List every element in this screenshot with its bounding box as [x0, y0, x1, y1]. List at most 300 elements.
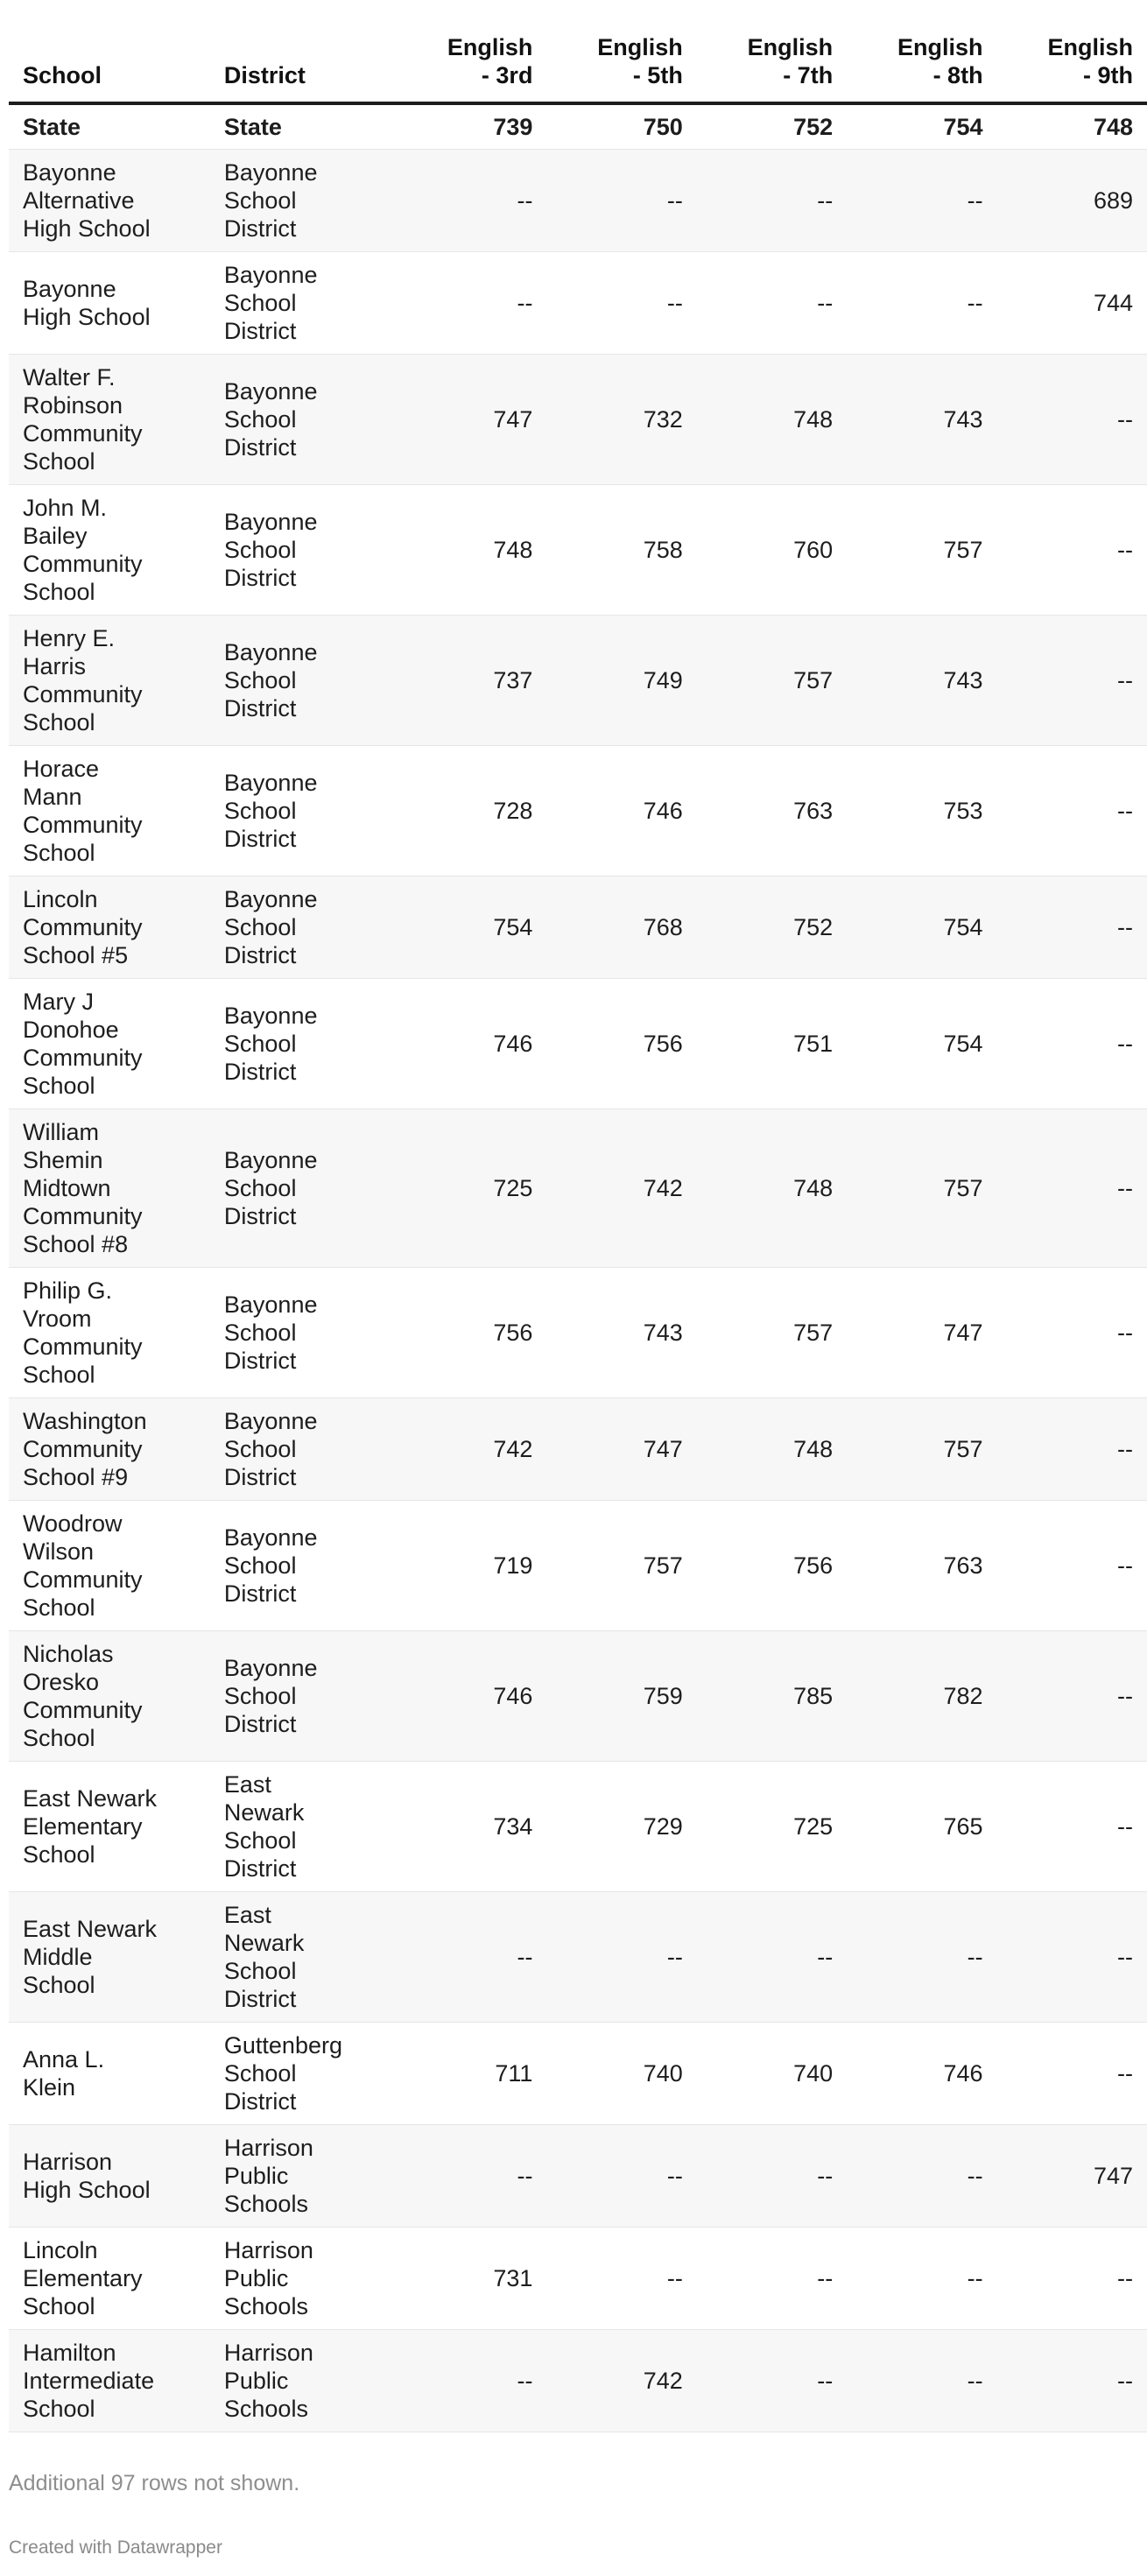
cell-district-line: Bayonne: [223, 770, 318, 796]
cell-english-7th: 748: [697, 1398, 847, 1501]
cell-school: [9, 1501, 210, 1631]
cell-english-5th: 750: [546, 103, 696, 150]
table-notes: Additional 97 rows not shown.: [9, 2471, 300, 2495]
cell-school-line: High School: [23, 304, 151, 330]
cell-school: [9, 1109, 210, 1268]
cell-english-5th: 743: [546, 1268, 696, 1398]
cell-district-line: School: [223, 914, 297, 940]
cell-district-line: District: [223, 826, 297, 852]
cell-english-8th: 763: [847, 1501, 996, 1631]
cell-english-5th: 747: [546, 1398, 696, 1501]
cell-school-line: Community: [23, 1436, 143, 1462]
cell-district-line: Bayonne: [223, 1408, 318, 1434]
cell-english-9th: --: [997, 876, 1147, 979]
cell-english-7th: 740: [697, 2023, 847, 2125]
cell-district-line: School: [223, 1031, 297, 1057]
cell-english-9th: --: [997, 1501, 1147, 1631]
table-row: [9, 150, 1147, 252]
header-line: English: [1047, 34, 1133, 60]
cell-english-8th: --: [847, 1892, 996, 2023]
table-row: [9, 616, 1147, 746]
cell-english-8th: --: [847, 2125, 996, 2228]
table-row: [9, 252, 1147, 355]
table-row: [9, 979, 1147, 1109]
table-row: [9, 1892, 1147, 2023]
cell-english-9th: --: [997, 1268, 1147, 1398]
cell-school: [9, 1762, 210, 1892]
cell-school-line: Oresko: [23, 1669, 100, 1695]
table-row: [9, 1268, 1147, 1398]
cell-school: [9, 1631, 210, 1762]
cell-english-7th: 751: [697, 979, 847, 1109]
cell-district: [210, 616, 397, 746]
cell-district-line: District: [223, 215, 297, 242]
cell-english-8th: --: [847, 252, 996, 355]
cell-english-5th: 758: [546, 485, 696, 616]
cell-school-line: Mary J: [23, 989, 94, 1015]
cell-school-line: Donohoe: [23, 1017, 119, 1043]
cell-english-5th: 759: [546, 1631, 696, 1762]
cell-district-line: District: [223, 695, 297, 721]
table-row: [9, 485, 1147, 616]
cell-school-line: Harris: [23, 653, 86, 679]
cell-english-9th: --: [997, 355, 1147, 485]
cell-district: [210, 979, 397, 1109]
cell-english-5th: 740: [546, 2023, 696, 2125]
cell-school: [9, 485, 210, 616]
cell-school-line: Community: [23, 1334, 143, 1360]
cell-district-line: District: [223, 318, 297, 344]
table-row: [9, 1109, 1147, 1268]
table-row: [9, 355, 1147, 485]
cell-district-line: Bayonne: [223, 159, 318, 186]
cell-district: [210, 1501, 397, 1631]
table-row: [9, 746, 1147, 876]
cell-english-3rd: 734: [397, 1762, 546, 1892]
cell-school: [9, 355, 210, 485]
cell-school-line: Community: [23, 1566, 143, 1593]
cell-district-line: Schools: [223, 2191, 308, 2217]
cell-school-line: Woodrow: [23, 1510, 123, 1537]
cell-english-5th: --: [546, 252, 696, 355]
cell-school-line: Community: [23, 420, 143, 447]
cell-english-7th: --: [697, 2228, 847, 2330]
cell-district-line: District: [223, 1855, 297, 1882]
cell-school-line: East Newark: [23, 1785, 158, 1812]
table-header-row: [9, 0, 1147, 103]
table-row: [9, 1631, 1147, 1762]
cell-school-line: Philip G.: [23, 1277, 113, 1304]
cell-school-line: Washington: [23, 1408, 147, 1434]
cell-school-line: Robinson: [23, 392, 123, 419]
cell-school: [9, 2228, 210, 2330]
cell-english-9th: --: [997, 1398, 1147, 1501]
header-english-5th[interactable]: [546, 0, 696, 103]
cell-english-5th: --: [546, 1892, 696, 2023]
cell-district-line: Bayonne: [223, 886, 318, 912]
cell-school-line: School: [23, 1972, 95, 1998]
cell-district-line: District: [223, 1986, 297, 2012]
header-line: English: [597, 34, 683, 60]
cell-school-line: Midtown: [23, 1175, 111, 1201]
cell-school-line: Lincoln: [23, 2237, 98, 2263]
cell-school-line: School: [23, 1841, 95, 1868]
header-english-3rd[interactable]: [397, 0, 546, 103]
header-line: - 7th: [783, 62, 834, 88]
cell-district-line: District: [223, 565, 297, 591]
cell-district-line: Public: [223, 2368, 289, 2394]
cell-school-line: Elementary: [23, 1813, 143, 1840]
cell-school-line: Middle: [23, 1944, 93, 1970]
cell-district-line: Schools: [223, 2293, 308, 2319]
cell-english-8th: 753: [847, 746, 996, 876]
cell-english-7th: 763: [697, 746, 847, 876]
table-row: [9, 2228, 1147, 2330]
table-row: [9, 876, 1147, 979]
cell-district: [210, 150, 397, 252]
cell-district-line: Bayonne: [223, 1292, 318, 1318]
cell-district: [210, 746, 397, 876]
cell-english-7th: 757: [697, 616, 847, 746]
cell-english-5th: 732: [546, 355, 696, 485]
cell-english-7th: 756: [697, 1501, 847, 1631]
cell-school-line: Bayonne: [23, 159, 116, 186]
cell-english-3rd: --: [397, 2330, 546, 2432]
cell-school-line: Community: [23, 1203, 143, 1229]
cell-district-line: Newark: [223, 1799, 305, 1826]
cell-district-line: Bayonne: [223, 1524, 318, 1551]
cell-district-line: School: [223, 1827, 297, 1854]
cell-english-3rd: --: [397, 150, 546, 252]
table-row: [9, 2330, 1147, 2432]
cell-school-line: Nicholas: [23, 1641, 114, 1667]
cell-english-9th: 744: [997, 252, 1147, 355]
cell-district-line: District: [223, 1711, 297, 1737]
cell-english-3rd: 737: [397, 616, 546, 746]
cell-school: [9, 2330, 210, 2432]
cell-district-line: School: [223, 798, 297, 824]
cell-english-8th: 754: [847, 979, 996, 1109]
cell-english-9th: 748: [997, 103, 1147, 150]
cell-english-7th: 725: [697, 1762, 847, 1892]
cell-english-8th: --: [847, 2330, 996, 2432]
cell-school-line: Community: [23, 1045, 143, 1071]
cell-district-line: Harrison: [223, 2340, 313, 2366]
cell-school-line: School: [23, 1594, 95, 1621]
cell-school-line: Community: [23, 1697, 143, 1723]
cell-english-3rd: 748: [397, 485, 546, 616]
cell-english-8th: 782: [847, 1631, 996, 1762]
cell-school: [9, 1268, 210, 1398]
cell-district-line: Harrison: [223, 2135, 313, 2161]
cell-english-8th: 765: [847, 1762, 996, 1892]
cell-district: [210, 252, 397, 355]
cell-school-line: School: [23, 1073, 95, 1099]
cell-district: [210, 1892, 397, 2023]
cell-english-7th: --: [697, 1892, 847, 2023]
cell-english-8th: 746: [847, 2023, 996, 2125]
cell-english-7th: 760: [697, 485, 847, 616]
cell-school-line: Bailey: [23, 523, 88, 549]
cell-english-5th: 756: [546, 979, 696, 1109]
cell-district-line: School: [223, 1436, 297, 1462]
cell-english-5th: --: [546, 150, 696, 252]
cell-english-8th: --: [847, 2228, 996, 2330]
cell-english-9th: --: [997, 1892, 1147, 2023]
cell-school-line: Elementary: [23, 2265, 143, 2291]
cell-english-3rd: 746: [397, 1631, 546, 1762]
cell-district-line: School: [223, 2060, 297, 2087]
cell-district-line: Public: [223, 2265, 289, 2291]
cell-district: [210, 2125, 397, 2228]
cell-english-9th: --: [997, 1109, 1147, 1268]
cell-district: [210, 1631, 397, 1762]
cell-school-line: Harrison: [23, 2149, 113, 2175]
cell-school: [9, 150, 210, 252]
cell-district-line: District: [223, 1059, 297, 1085]
cell-school-line: Mann: [23, 784, 82, 810]
table-row-state: [9, 103, 1147, 150]
cell-english-5th: 742: [546, 1109, 696, 1268]
cell-school: [9, 876, 210, 979]
cell-school: [9, 979, 210, 1109]
cell-english-3rd: 742: [397, 1398, 546, 1501]
cell-district-line: School: [223, 1320, 297, 1346]
cell-english-8th: 743: [847, 616, 996, 746]
header-english-8th[interactable]: [847, 0, 996, 103]
cell-district-line: School: [223, 406, 297, 433]
cell-english-7th: --: [697, 150, 847, 252]
cell-district-line: School: [223, 290, 297, 316]
cell-school-line: High School: [23, 2177, 151, 2203]
cell-english-9th: --: [997, 616, 1147, 746]
cell-school: [9, 2023, 210, 2125]
cell-english-8th: 743: [847, 355, 996, 485]
cell-district-line: Public: [223, 2163, 289, 2189]
cell-english-3rd: --: [397, 252, 546, 355]
cell-school-line: Lincoln: [23, 886, 98, 912]
cell-school-line: School: [23, 709, 95, 735]
cell-school-line: School: [23, 2293, 95, 2319]
cell-english-3rd: 711: [397, 2023, 546, 2125]
cell-district-line: School: [223, 1552, 297, 1579]
cell-district: [210, 1398, 397, 1501]
cell-english-9th: --: [997, 979, 1147, 1109]
cell-english-8th: 754: [847, 876, 996, 979]
cell-english-7th: 752: [697, 103, 847, 150]
table-body: [9, 103, 1147, 2432]
cell-english-7th: 785: [697, 1631, 847, 1762]
cell-english-3rd: --: [397, 2125, 546, 2228]
school-scores-table: [9, 0, 1147, 2432]
cell-school-line: Community: [23, 551, 143, 577]
cell-school-line: School #8: [23, 1231, 129, 1257]
cell-english-9th: --: [997, 746, 1147, 876]
cell-english-5th: 746: [546, 746, 696, 876]
cell-district: [210, 1109, 397, 1268]
cell-district: State: [210, 103, 397, 150]
cell-school: [9, 1892, 210, 2023]
cell-english-5th: 757: [546, 1501, 696, 1631]
cell-english-8th: 757: [847, 1398, 996, 1501]
cell-english-9th: --: [997, 485, 1147, 616]
table-row: [9, 2125, 1147, 2228]
cell-district-line: East: [223, 1902, 271, 1928]
cell-district-line: Bayonne: [223, 1147, 318, 1173]
cell-district-line: School: [223, 187, 297, 214]
cell-school-line: Intermediate: [23, 2368, 155, 2394]
cell-district: [210, 2023, 397, 2125]
cell-school: [9, 2125, 210, 2228]
table-row: [9, 1762, 1147, 1892]
cell-school-line: School: [23, 579, 95, 605]
cell-english-3rd: 725: [397, 1109, 546, 1268]
cell-school-line: Community: [23, 914, 143, 940]
cell-district-line: District: [223, 1348, 297, 1374]
cell-english-8th: 757: [847, 1109, 996, 1268]
cell-district-line: District: [223, 1203, 297, 1229]
cell-english-5th: 729: [546, 1762, 696, 1892]
cell-english-5th: --: [546, 2228, 696, 2330]
cell-school-line: School: [23, 840, 95, 866]
cell-english-5th: 742: [546, 2330, 696, 2432]
cell-district: [210, 355, 397, 485]
cell-english-3rd: 719: [397, 1501, 546, 1631]
cell-english-9th: --: [997, 1631, 1147, 1762]
cell-district-line: School: [223, 1175, 297, 1201]
cell-district-line: District: [223, 1580, 297, 1607]
cell-english-8th: 757: [847, 485, 996, 616]
cell-district: [210, 876, 397, 979]
cell-english-9th: --: [997, 2228, 1147, 2330]
cell-school-line: John M.: [23, 495, 108, 521]
cell-school-line: School #9: [23, 1464, 129, 1490]
cell-school-line: Bayonne: [23, 276, 116, 302]
header-line: - 8th: [932, 62, 983, 88]
cell-school: [9, 746, 210, 876]
data-table-container: [9, 0, 1133, 2432]
cell-english-9th: 689: [997, 150, 1147, 252]
cell-school-line: East Newark: [23, 1916, 158, 1942]
cell-school-line: Horace: [23, 756, 100, 782]
cell-district-line: School: [223, 667, 297, 693]
cell-english-3rd: 756: [397, 1268, 546, 1398]
cell-school-line: School #5: [23, 942, 129, 968]
cell-english-8th: 747: [847, 1268, 996, 1398]
cell-district-line: District: [223, 942, 297, 968]
cell-english-9th: --: [997, 2023, 1147, 2125]
table-row: [9, 1501, 1147, 1631]
cell-english-7th: --: [697, 2330, 847, 2432]
cell-school-line: School: [23, 1362, 95, 1388]
cell-district-line: Bayonne: [223, 262, 318, 288]
header-district[interactable]: District: [210, 0, 397, 103]
cell-district-line: School: [223, 1958, 297, 1984]
cell-school-line: Shemin: [23, 1147, 103, 1173]
cell-school-line: William: [23, 1119, 99, 1145]
cell-district-line: Bayonne: [223, 1655, 318, 1681]
header-line: - 3rd: [481, 62, 533, 88]
cell-district-line: Harrison: [223, 2237, 313, 2263]
cell-english-3rd: 739: [397, 103, 546, 150]
cell-district-line: District: [223, 434, 297, 461]
header-line: - 5th: [632, 62, 683, 88]
cell-school-line: Wilson: [23, 1538, 95, 1565]
cell-school-line: Klein: [23, 2074, 76, 2101]
header-english-9th[interactable]: [997, 0, 1147, 103]
cell-district-line: Bayonne: [223, 639, 318, 665]
cell-district: [210, 485, 397, 616]
cell-school-line: Alternative: [23, 187, 135, 214]
cell-school-line: Anna L.: [23, 2046, 105, 2073]
cell-district-line: Bayonne: [223, 1003, 318, 1029]
cell-school-line: High School: [23, 215, 151, 242]
cell-district: [210, 1762, 397, 1892]
cell-english-7th: --: [697, 2125, 847, 2228]
cell-district-line: East: [223, 1771, 271, 1798]
cell-english-9th: --: [997, 1762, 1147, 1892]
cell-english-5th: 768: [546, 876, 696, 979]
cell-school-line: Community: [23, 681, 143, 707]
cell-english-9th: --: [997, 2330, 1147, 2432]
table-row: [9, 1398, 1147, 1501]
cell-english-7th: 748: [697, 1109, 847, 1268]
cell-school-line: Community: [23, 812, 143, 838]
cell-district-line: School: [223, 1683, 297, 1709]
cell-english-3rd: 728: [397, 746, 546, 876]
header-line: - 9th: [1083, 62, 1133, 88]
cell-district: [210, 2228, 397, 2330]
cell-english-7th: 757: [697, 1268, 847, 1398]
cell-district-line: Guttenberg: [223, 2032, 342, 2059]
cell-school-line: Walter F.: [23, 364, 116, 391]
cell-english-3rd: 746: [397, 979, 546, 1109]
cell-district-line: Newark: [223, 1930, 305, 1956]
cell-english-3rd: 754: [397, 876, 546, 979]
cell-school: [9, 616, 210, 746]
header-line: English: [897, 34, 983, 60]
cell-english-7th: --: [697, 252, 847, 355]
cell-district: [210, 1268, 397, 1398]
cell-english-8th: 754: [847, 103, 996, 150]
header-english-7th[interactable]: [697, 0, 847, 103]
cell-district-line: Schools: [223, 2396, 308, 2422]
cell-english-7th: 752: [697, 876, 847, 979]
cell-english-3rd: --: [397, 1892, 546, 2023]
cell-english-9th: 747: [997, 2125, 1147, 2228]
cell-district-line: Bayonne: [223, 378, 318, 405]
cell-english-3rd: 747: [397, 355, 546, 485]
cell-school: [9, 252, 210, 355]
header-line: English: [447, 34, 533, 60]
cell-school-line: Vroom: [23, 1306, 92, 1332]
cell-school-line: School: [23, 448, 95, 475]
cell-district-line: District: [223, 1464, 297, 1490]
header-school[interactable]: School: [9, 0, 210, 103]
cell-district-line: District: [223, 2088, 297, 2115]
cell-school: [9, 1398, 210, 1501]
datawrapper-credit: Created with Datawrapper: [9, 2537, 222, 2558]
cell-english-5th: 749: [546, 616, 696, 746]
cell-district-line: School: [223, 537, 297, 563]
cell-district: [210, 2330, 397, 2432]
cell-school-line: Henry E.: [23, 625, 116, 651]
cell-school: State: [9, 103, 210, 150]
header-line: English: [747, 34, 834, 60]
table-row: [9, 2023, 1147, 2125]
cell-english-7th: 748: [697, 355, 847, 485]
cell-english-3rd: 731: [397, 2228, 546, 2330]
